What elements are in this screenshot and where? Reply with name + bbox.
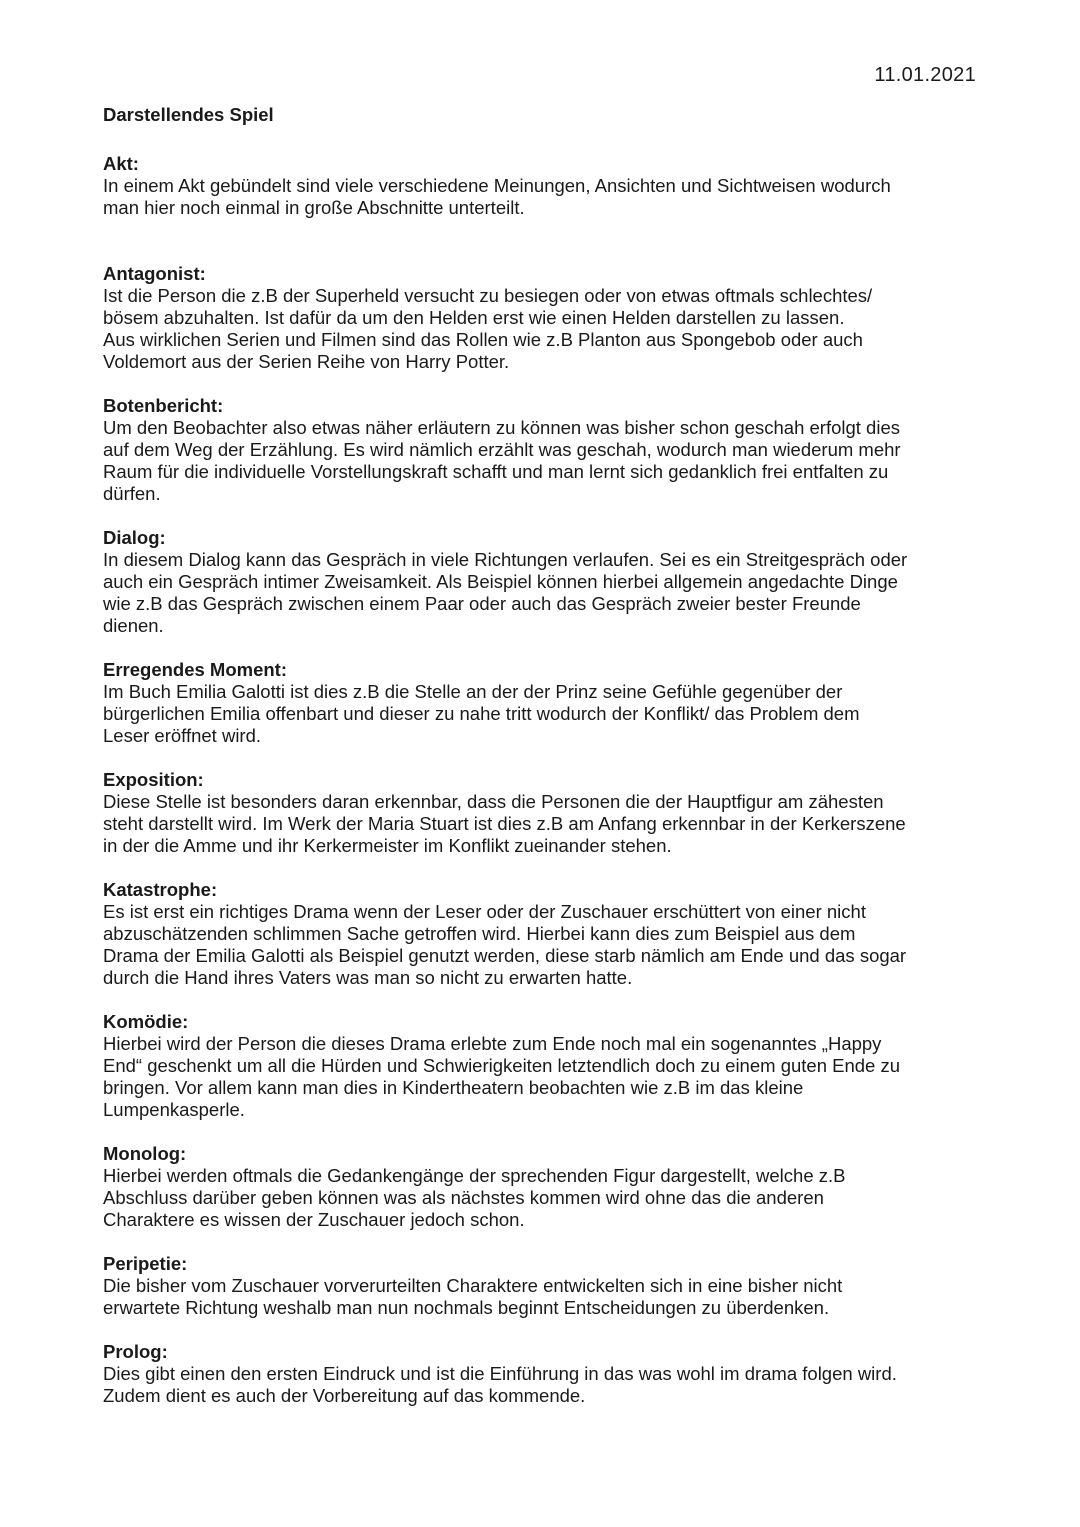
- term-heading: Katastrophe:: [103, 879, 218, 900]
- term-heading: Peripetie:: [103, 1253, 188, 1274]
- term-definition: Um den Beobachter also etwas näher erläutern zu können was bisher schon geschah erfolgt dies auf dem Weg der Erzählung. Es wird nämlich erzählt was geschah, wodurch man wiederum mehr Raum für die individuelle Vorstellungskraft schafft und man lernt sich gedanklich frei entfalten zu dürfen.: [103, 417, 901, 504]
- term-definition: Im Buch Emilia Galotti ist dies z.B die Stelle an der der Prinz seine Gefühle gegenüber der bürgerlichen Emilia offenbart und dieser zu nahe tritt wodurch der Konflikt/ das Problem dem Leser eröffnet wird.: [103, 681, 860, 746]
- term-heading: Botenbericht:: [103, 395, 224, 416]
- section-botenbericht: [103, 395, 983, 505]
- term-heading: Erregendes Moment:: [103, 659, 288, 680]
- document-date: 11.01.2021: [874, 64, 976, 86]
- term-definition: In einem Akt gebündelt sind viele verschiedene Meinungen, Ansichten und Sichtweisen wodurch man hier noch einmal in große Abschnitte unterteilt.: [103, 175, 891, 218]
- section-katastrophe: [103, 879, 983, 989]
- term-heading: Antagonist:: [103, 263, 206, 284]
- section-prolog: [103, 1341, 983, 1407]
- term-heading: Exposition:: [103, 769, 204, 790]
- term-definition: Es ist erst ein richtiges Drama wenn der Leser oder der Zuschauer erschüttert von einer nicht abzuschätzenden schlimmen Sache getroffen wird. Hierbei kann dies zum Beispiel aus dem Drama der Emilia Galotti als Beispiel genutzt werden, diese starb nämlich am Ende und das sogar durch die Hand ihres Vaters was man so nicht zu erwarten hatte.: [103, 901, 907, 988]
- section-dialog: [103, 527, 983, 637]
- term-definition: In diesem Dialog kann das Gespräch in viele Richtungen verlaufen. Sei es ein Streitgespräch oder auch ein Gespräch intimer Zweisamkeit. Als Beispiel können hierbei allgemein angedachte Dinge wie z.B das Gespräch zwischen einem Paar oder auch das Gespräch zweier bester Freunde dienen.: [103, 549, 908, 636]
- term-definition: Hierbei wird der Person die dieses Drama erlebte zum Ende noch mal ein sogenanntes „Happy End“ geschenkt um all die Hürden und Schwierigkeiten letztendlich doch zu einem guten Ende zu bringen. Vor allem kann man dies in Kindertheatern beobachten wie z.B im das kleine Lumpenkasperle.: [103, 1033, 901, 1120]
- section-exposition: [103, 769, 983, 857]
- section-antagonist: [103, 263, 983, 373]
- term-heading: Monolog:: [103, 1143, 187, 1164]
- section-monolog: [103, 1143, 983, 1231]
- document-title: Darstellendes Spiel: [103, 104, 274, 125]
- section-peripetie: [103, 1253, 983, 1319]
- section-erregendes-moment: [103, 659, 983, 747]
- term-definition: Dies gibt einen den ersten Eindruck und ist die Einführung in das was wohl im drama folgen wird. Zudem dient es auch der Vorbereitung auf das kommende.: [103, 1363, 897, 1406]
- term-definition: Die bisher vom Zuschauer vorverurteilten Charaktere entwickelten sich in eine bisher nicht erwartete Richtung weshalb man nun nochmals beginnt Entscheidungen zu überdenken.: [103, 1275, 843, 1318]
- term-definition: Ist die Person die z.B der Superheld versucht zu besiegen oder von etwas oftmals schlechtes/ bösem abzuhalten. Ist dafür da um den Helden erst wie einen Helden darstellen zu lassen. Aus wirklichen Serien und Filmen sind das Rollen wie z.B Planton aus Spongebob oder auch Voldemort aus der Serien Reihe von Harry Potter.: [103, 285, 873, 372]
- term-heading: Akt:: [103, 153, 139, 174]
- section-komoedie: [103, 1011, 983, 1121]
- term-definition: Hierbei werden oftmals die Gedankengänge der sprechenden Figur dargestellt, welche z.B Abschluss darüber geben können was als nächstes kommen wird ohne das die anderen Charaktere es wissen der Zuschauer jedoch schon.: [103, 1165, 846, 1230]
- section-akt: [103, 153, 983, 219]
- document-content: [103, 103, 983, 1429]
- term-heading: Komödie:: [103, 1011, 189, 1032]
- term-heading: Dialog:: [103, 527, 166, 548]
- term-heading: Prolog:: [103, 1341, 168, 1362]
- term-definition: Diese Stelle ist besonders daran erkennbar, dass die Personen die der Hauptfigur am zähesten steht darstellt wird. Im Werk der Maria Stuart ist dies z.B am Anfang erkennbar in der Kerkerszene in der die Amme und ihr Kerkermeister im Konflikt zueinander stehen.: [103, 791, 906, 856]
